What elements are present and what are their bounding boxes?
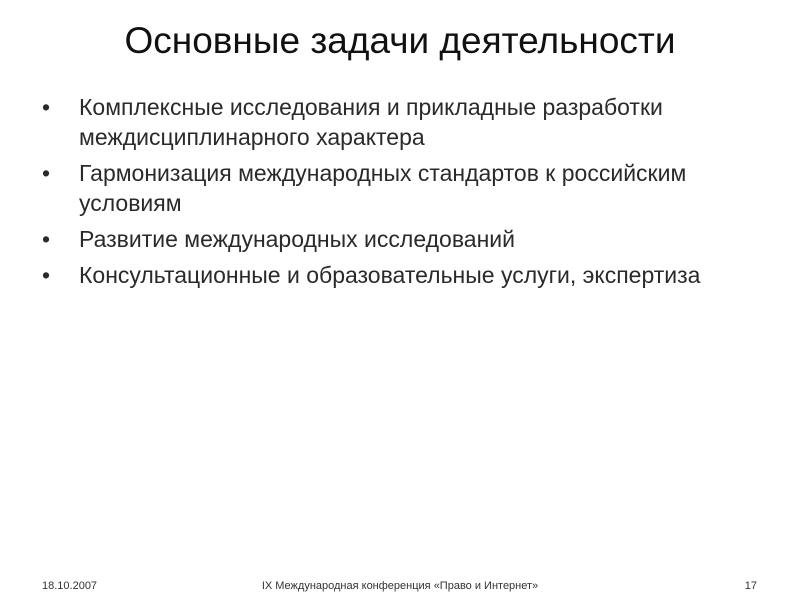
bullet-item [42, 224, 762, 254]
bullet-marker: • [42, 160, 51, 186]
bullet-text: Комплексные исследования и прикладные разработки междисциплинарного характера [79, 94, 663, 150]
bullet-text: Консультационные и образовательные услуги, экспертиза [79, 262, 701, 288]
bullet-marker: • [42, 94, 51, 120]
bullet-item [42, 260, 762, 290]
bullet-item [42, 92, 762, 152]
page-number: 17 [744, 580, 757, 592]
bullet-item [42, 158, 762, 218]
slide-title: Основные задачи деятельности [124, 20, 676, 61]
footer-conference: IX Международная конференция «Право и Интернет» [261, 580, 539, 592]
footer-date: 18.10.2007 [42, 580, 98, 592]
bullet-list [42, 92, 762, 296]
bullet-text: Развитие международных исследований [79, 226, 515, 252]
bullet-marker: • [42, 226, 51, 252]
bullet-text: Гармонизация международных стандартов к российским условиям [79, 160, 687, 216]
bullet-marker: • [42, 262, 51, 288]
